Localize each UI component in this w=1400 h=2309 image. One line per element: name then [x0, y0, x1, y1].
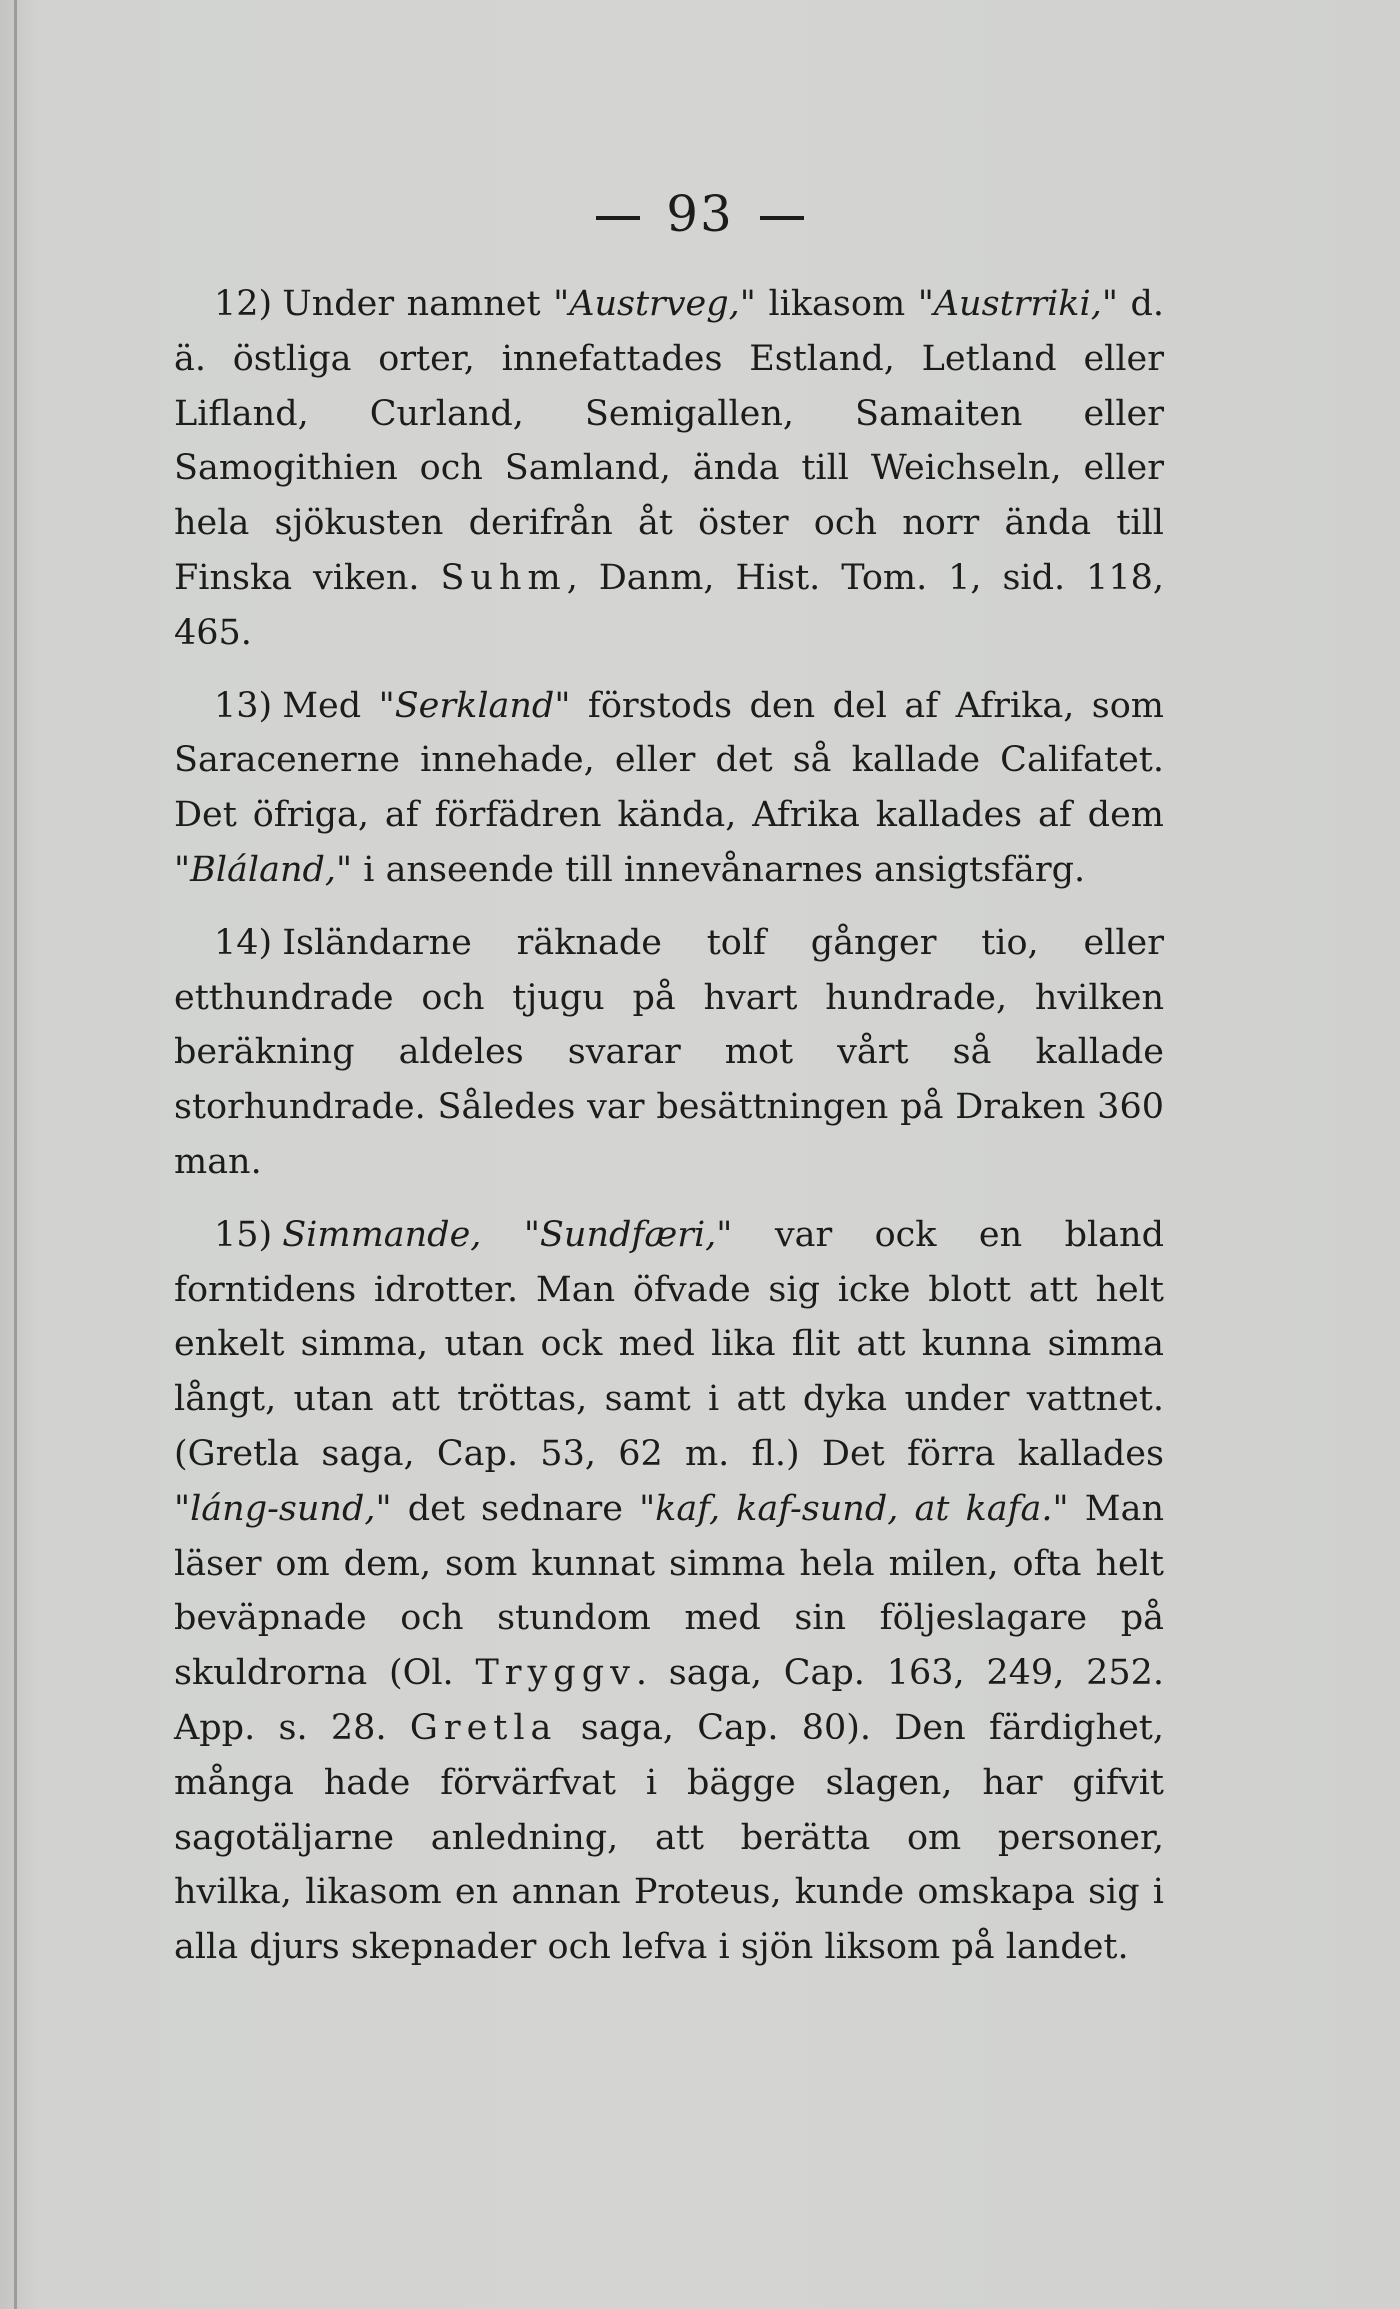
footnote-text-segment: "Austrriki," — [917, 284, 1118, 324]
footnote-text-segment: "láng-sund," — [174, 1488, 392, 1529]
footnote-text-segment: "Serkland" — [378, 685, 571, 726]
footnote-text-segment: i anseende till innevånarnes ansigtsfärg. — [352, 849, 1086, 890]
footnote-text-segment: "Sundfæri," — [523, 1214, 733, 1255]
footnote-text-segment: Simmande, — [282, 1214, 482, 1255]
footnote-text-segment — [481, 1215, 523, 1255]
page-number: 93 — [666, 185, 734, 243]
footnote-text-segment: Suhm — [440, 557, 567, 598]
page-header — [0, 185, 1400, 243]
footnote-text-segment: "Bláland," — [174, 849, 353, 890]
footnote-number: 14) — [214, 922, 273, 963]
footnote-text-segment: , Danm, Hist. Tom. 1, sid. 118, 465. — [174, 557, 1164, 653]
footnote — [174, 916, 1164, 1190]
footnote-text-segment: "Austrveg," — [553, 284, 756, 324]
footnote-text-segment: Gretla — [409, 1707, 558, 1748]
footnote-text-segment: Tryggv — [475, 1653, 636, 1694]
footnote-number: 12) — [214, 284, 273, 324]
footnote-number: 13) — [214, 685, 273, 726]
header-dash-right — [760, 216, 804, 220]
footnote-text-segment: förstods den del af Afrika, som Saracenerne innehade, eller det så kallade Califatet. Det öfriga, af förfädren kända, Afrika kallades af dem — [174, 685, 1164, 836]
footnote-text-segment: Isländarne räknade tolf gånger tio, eller etthundrade och tjugu på hvart hundrade, hvilken beräkning aldeles svarar mot vårt så kallade storhundrade. Således var besättningen på Draken 360 man. — [174, 922, 1164, 1182]
footnote-text-segment: Med — [282, 685, 379, 726]
header-dash-left — [596, 216, 640, 220]
footnote-text-segment: Under namnet — [282, 284, 554, 324]
footnote-text-segment: . saga, Cap. 163, 249, 252. App. s. 28. — [174, 1653, 1165, 1748]
page-spine-edge — [14, 0, 17, 2309]
footnote — [174, 277, 1164, 661]
footnotes-block — [174, 277, 1164, 1993]
footnote-number: 15) — [214, 1214, 273, 1255]
footnote-text-segment: saga, Cap. 80). Den färdighet, många hade förvärfvat i bägge slagen, har gifvit sagotäljarne anledning, att berätta om personer, hvilka, likasom en annan Proteus, kunde omskapa sig i alla djurs skepnader och lefva i sjön liksom på landet. — [174, 1707, 1164, 1968]
footnote-text-segment: d. ä. östliga orter, innefattades Estland, Letland eller Lifland, Curland, Semigallen, Samaiten eller Samogithien och Samland, ända till Weichseln, eller hela sjökusten derifrån åt öster och norr ända till Finska viken. — [174, 284, 1164, 598]
footnote-text-segment: Man läser om dem, som kunnat simma hela milen, ofta helt beväpnade och stundom med sin följeslagare på skuldrorna (Ol. — [174, 1488, 1164, 1694]
footnote-text-segment: var ock en bland forntidens idrotter. Man öfvade sig icke blott att helt enkelt simma, utan ock med lika flit att kunna simma långt, utan att tröttas, samt i att dyka under vattnet. (Gretla saga, Cap. 53, 62 m. fl.) Det förra kallades — [174, 1214, 1164, 1474]
footnote — [174, 1208, 1164, 1975]
footnote-text-segment: "kaf, kaf-sund, at kafa." — [639, 1488, 1069, 1529]
footnote-text-segment: det sednare — [391, 1488, 640, 1529]
footnote-text-segment: likasom — [755, 284, 918, 324]
footnote — [174, 679, 1164, 898]
